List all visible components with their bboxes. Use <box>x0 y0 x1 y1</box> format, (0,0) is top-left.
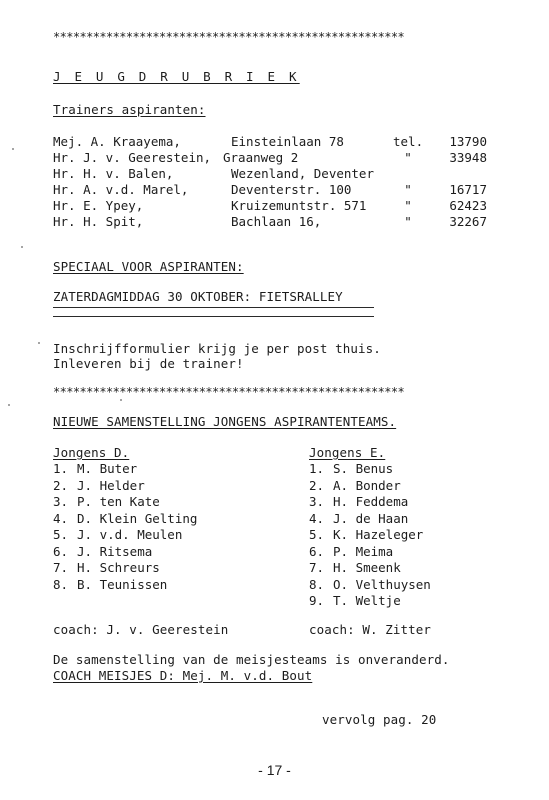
list-item <box>53 544 197 561</box>
list-item <box>309 593 431 610</box>
player-number: 3. <box>53 494 69 509</box>
trainer-name: Hr. E. Ypey, <box>53 198 144 213</box>
trainer-address: Wezenland, Deventer <box>231 166 374 181</box>
list-item <box>309 527 431 544</box>
player-name: H. Schreurs <box>77 560 160 575</box>
event-announcement: ZATERDAGMIDDAG 30 OKTOBER: FIETSRALLEY <box>53 289 343 304</box>
player-number: 7. <box>53 560 69 575</box>
player-number: 8. <box>53 576 69 592</box>
player-name: P. ten Kate <box>77 494 160 509</box>
team-d-list <box>53 461 197 593</box>
signup-text: Inschrijfformulier krijg je per post thuis. <box>53 341 381 356</box>
special-heading: SPECIAAL VOOR ASPIRANTEN: <box>53 259 244 274</box>
player-name: J. Helder <box>77 477 145 493</box>
trainer-address: Kruizemuntstr. 571 <box>231 198 367 213</box>
player-name: J. de Haan <box>333 510 409 526</box>
player-name: P. Meima <box>333 543 394 559</box>
trainer-phone: 33948 <box>449 150 487 165</box>
player-name: O. Velthuysen <box>333 576 431 592</box>
trainer-row <box>53 134 493 150</box>
team-d-coach: coach: J. v. Geerestein <box>53 622 229 637</box>
player-number: 4. <box>309 510 325 526</box>
player-name: S. Benus <box>333 461 394 476</box>
scan-speck <box>38 342 40 344</box>
trainer-row <box>53 150 493 166</box>
trainer-phone: 32267 <box>449 214 487 229</box>
continued-note: vervolg pag. 20 <box>322 712 437 727</box>
trainer-address: Bachlaan 16, <box>231 214 322 229</box>
trainer-row <box>53 182 493 198</box>
star-rule-top: ***************************************************** <box>53 30 405 44</box>
player-name: T. Weltje <box>333 593 401 608</box>
trainer-address: Deventerstr. 100 <box>231 182 352 197</box>
player-number: 3. <box>309 494 325 509</box>
list-item <box>53 527 197 544</box>
player-name: H. Smeenk <box>333 560 401 575</box>
trainer-row <box>53 198 493 214</box>
teams-heading: NIEUWE SAMENSTELLING JONGENS ASPIRANTENTEAMS. <box>53 414 397 429</box>
trainer-tel-label: " <box>404 150 412 165</box>
trainers-heading: Trainers aspiranten: <box>53 102 206 117</box>
trainer-address: Einsteinlaan 78 <box>231 134 344 149</box>
player-name: K. Hazeleger <box>333 527 424 542</box>
team-e-coach: coach: W. Zitter <box>309 622 432 637</box>
player-number: 2. <box>53 477 69 493</box>
player-number: 4. <box>53 510 69 526</box>
scan-speck <box>120 399 122 401</box>
event-double-underline <box>53 316 374 317</box>
player-name: M. Buter <box>77 461 138 476</box>
trainer-tel-label: " <box>404 198 412 213</box>
player-number: 5. <box>53 527 69 542</box>
player-number: 2. <box>309 477 325 493</box>
scan-speck <box>8 404 10 406</box>
trainer-name: Hr. A. v.d. Marel, <box>53 182 189 197</box>
team-e-title: Jongens E. <box>309 445 386 460</box>
star-rule-middle: ***************************************************** <box>53 385 405 399</box>
list-item <box>53 560 197 577</box>
list-item <box>309 560 431 577</box>
page-number: - 17 - <box>258 762 291 778</box>
player-name: B. Teunissen <box>77 576 168 592</box>
trainer-name: Hr. H. v. Balen, <box>53 166 174 181</box>
player-name: J. v.d. Meulen <box>77 527 183 542</box>
player-name: J. Ritsema <box>77 543 153 559</box>
girls-coach: COACH MEISJES D: Mej. M. v.d. Bout <box>53 668 313 683</box>
trainer-row <box>53 166 493 182</box>
player-number: 5. <box>309 527 325 542</box>
player-number: 1. <box>53 461 69 476</box>
player-number: 1. <box>309 461 325 476</box>
player-name: H. Feddema <box>333 494 409 509</box>
scan-speck <box>12 148 14 150</box>
trainer-row <box>53 214 493 230</box>
player-name: D. Klein Gelting <box>77 510 198 526</box>
player-number: 7. <box>309 560 325 575</box>
list-item <box>309 511 431 528</box>
event-underline <box>53 307 374 308</box>
player-number: 9. <box>309 593 325 608</box>
section-title: J E U G D R U B R I E K <box>53 69 300 84</box>
team-d-title: Jongens D. <box>53 445 130 460</box>
list-item <box>53 511 197 528</box>
trainer-address: Graanweg 2 <box>223 150 299 165</box>
list-item <box>53 461 197 478</box>
player-number: 8. <box>309 576 325 592</box>
team-e-list <box>309 461 431 610</box>
list-item <box>309 478 431 495</box>
trainer-name: Hr. H. Spit, <box>53 214 144 229</box>
girls-teams-note: De samenstelling van de meisjesteams is onveranderd. <box>53 652 450 667</box>
trainer-phone: 62423 <box>449 198 487 213</box>
trainer-name: Hr. J. v. Geerestein, <box>53 150 212 165</box>
player-number: 6. <box>53 543 69 559</box>
list-item <box>309 494 431 511</box>
trainer-name: Mej. A. Kraayema, <box>53 134 181 149</box>
trainer-tel-label: tel. <box>393 134 424 149</box>
list-item <box>53 577 197 594</box>
player-number: 6. <box>309 543 325 559</box>
list-item <box>309 544 431 561</box>
list-item <box>53 494 197 511</box>
trainer-phone: 16717 <box>449 182 487 197</box>
trainer-tel-label: " <box>404 214 412 229</box>
list-item <box>309 461 431 478</box>
return-text: Inleveren bij de trainer! <box>53 356 244 371</box>
trainer-phone: 13790 <box>449 134 487 149</box>
trainer-tel-label: " <box>404 182 412 197</box>
player-name: A. Bonder <box>333 477 401 493</box>
list-item <box>309 577 431 594</box>
list-item <box>53 478 197 495</box>
scan-speck <box>21 246 23 248</box>
